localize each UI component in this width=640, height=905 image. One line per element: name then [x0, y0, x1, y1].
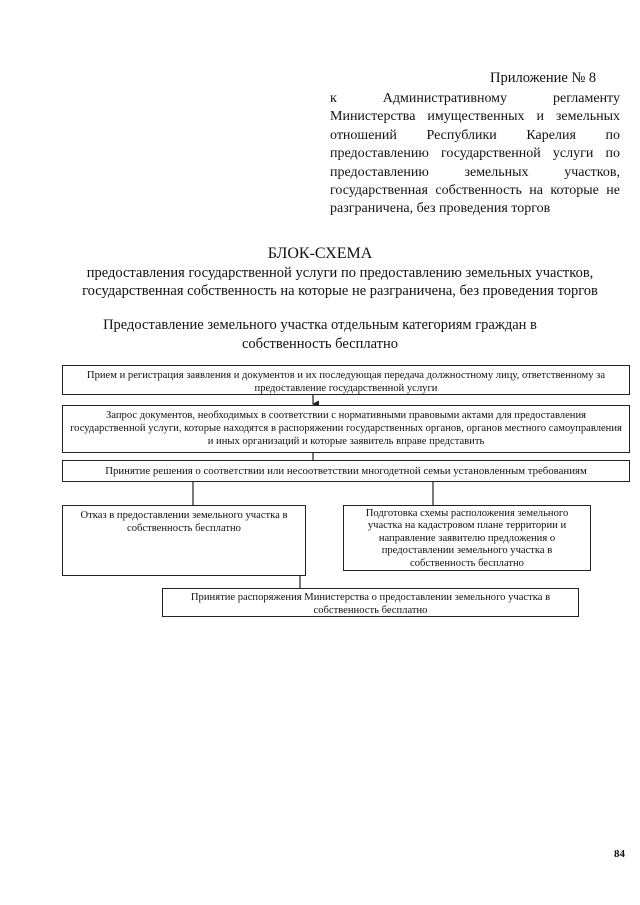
- scheme-title: БЛОК-СХЕМА: [267, 245, 373, 262]
- scheme-subtitle: предоставления государственной услуги по предоставлению земельных участков, государственная собственность на которые не разграничена, без проведения торгов: [82, 265, 598, 299]
- step-ministry-order: Принятие распоряжения Министерства о предоставлении земельного участка в собственность бесплатно: [162, 588, 579, 617]
- step-scheme-preparation: Подготовка схемы расположения земельного участка на кадастровом плане территории и направление заявителю предложения о предоставлении земельного участка в собственность бесплатно: [343, 505, 591, 571]
- section-title: Предоставление земельного участка отдельным категориям граждан в собственность бесплатно: [103, 317, 537, 352]
- step-refusal: Отказ в предоставлении земельного участка в собственность бесплатно: [62, 505, 306, 576]
- page-number: 84: [614, 848, 625, 860]
- step-documents-request: Запрос документов, необходимых в соответствии с нормативными правовыми актами для предоставления государственной услуги, которые находятся в распоряжении государственных органов, органов местного самоуправления и иных организаций и которые заявитель вправе представить: [62, 405, 630, 453]
- appendix-body: к Административному регламенту Министерства имущественных и земельных отношений Республики Карелия по предоставлению государственной услуги по предоставлению земельных участков, государственная собственность на которые не разграничена, без проведения торгов: [330, 91, 620, 217]
- step-decision: Принятие решения о соответствии или несоответствии многодетной семьи установленным требованиям: [62, 460, 630, 482]
- step-reception-registration: Прием и регистрация заявления и документов и их последующая передача должностному лицу, ответственному за предоставление государственной услуги: [62, 365, 630, 395]
- appendix-title: Приложение № 8: [490, 70, 597, 86]
